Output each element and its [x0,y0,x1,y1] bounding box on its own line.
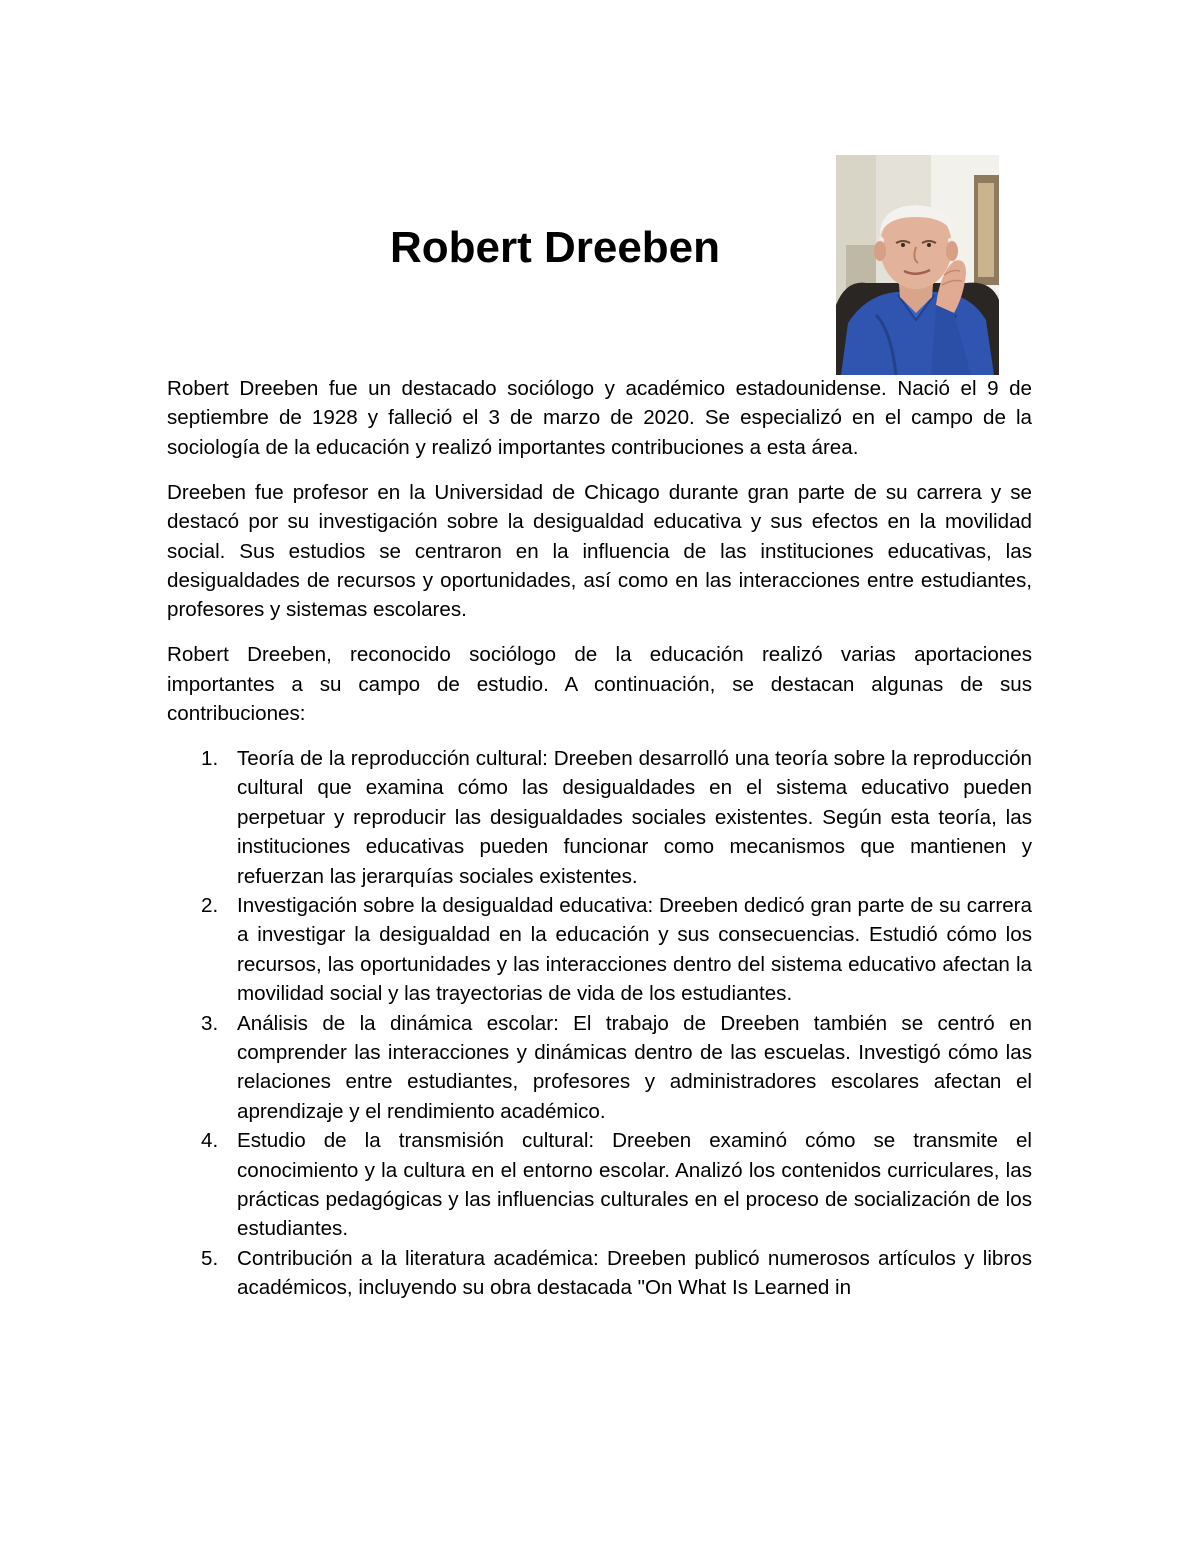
list-item-text: Análisis de la dinámica escolar: El trabajo de Dreeben también se centró en comprender las interacciones y dinámicas dentro de las escuelas. Investigó cómo las relaciones entre estudiantes, profesores y administradores escolares afectan el aprendizaje y el rendimiento académico. [237,1011,1032,1123]
list-item-text: Estudio de la transmisión cultural: Dreeben examinó cómo se transmite el conocimiento y la cultura en el entorno escolar. Analizó los contenidos curriculares, las prácticas pedagógicas y las influencias culturales en el proceso de socialización de los estudiantes. [237,1129,1032,1241]
list-item [167,891,1032,1009]
paragraph-contributions-intro: Robert Dreeben, reconocido sociólogo de la educación realizó varias aportaciones importantes a su campo de estudio. A continuación, se destacan algunas de sus contribuciones: [167,643,1032,726]
list-item-text: Teoría de la reproducción cultural: Dreeben desarrolló una teoría sobre la reproducción cultural que examina cómo las desigualdades en el sistema educativo pueden perpetuar y reproducir las desigualdades sociales existentes. Según esta teoría, las instituciones educativas pueden funcionar como mecanismos que mantienen y refuerzan las jerarquías sociales existentes. [237,746,1032,888]
list-item-number: 4. [201,1129,219,1153]
document-title: Robert Dreeben [389,223,721,272]
list-item [167,744,1032,891]
list-item-text: Investigación sobre la desigualdad educativa: Dreeben dedicó gran parte de su carrera a investigar la desigualdad en la educación y sus consecuencias. Estudió cómo los recursos, las oportunidades y las interacciones dentro del sistema educativo afectan la movilidad social y las trayectorias de vida de los estudiantes. [237,894,1032,1006]
list-item-number: 5. [201,1246,219,1270]
list-item [167,1009,1032,1127]
list-item-number: 1. [201,746,219,770]
list-item [167,1244,1032,1303]
portrait-photo [836,155,999,375]
list-item-number: 2. [201,894,219,917]
paragraph-biography: Robert Dreeben fue un destacado sociólogo y académico estadounidense. Nació el 9 de septiembre de 1928 y falleció el 3 de marzo de 2020. Se especializó en el campo de la sociología de la educación y realizó importantes contribuciones a esta área. [167,377,1032,459]
list-item-text: Contribución a la literatura académica: Dreeben publicó numerosos artículos y libros académicos, incluyendo su obra destacada "On What Is Learned in [237,1246,1032,1300]
list-item-number: 3. [201,1011,219,1035]
list-item [167,1126,1032,1244]
document-body [167,374,1032,1303]
contributions-list [167,744,1032,1303]
paragraph-career: Dreeben fue profesor en la Universidad de Chicago durante gran parte de su carrera y se destacó por su investigación sobre la desigualdad educativa y sus efectos en la movilidad social. Sus estudios se centraron en la influencia de las instituciones educativas, las desigualdades de recursos y oportunidades, así como en las interacciones entre estudiantes, profesores y sistemas escolares. [167,480,1032,622]
